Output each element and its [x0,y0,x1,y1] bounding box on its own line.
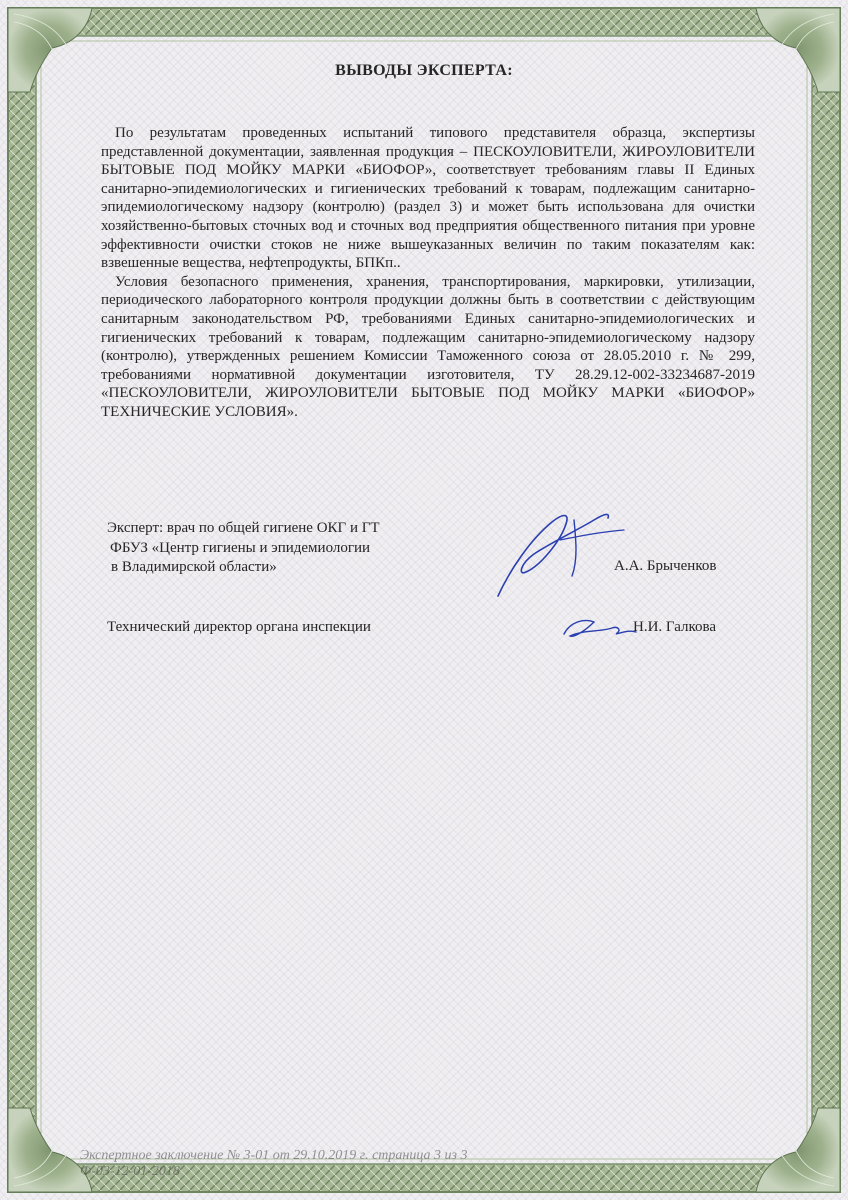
expert-signature-block [107,519,467,578]
expert-signature [490,500,630,600]
director-signature [560,612,640,646]
director-name: Н.И. Галкова [633,619,717,635]
director-title: Технический директор органа инспекции [107,619,371,635]
page-footer [80,1148,467,1180]
expert-organization: ФБУЗ «Центр гигиены и эпидемиологии [110,539,371,556]
footer-reference: Экспертное заключение № 3-01 от 29.10.2019 г. страница 3 из 3 [80,1148,468,1163]
conclusion-paragraph: По результатам проведенных испытаний типового представителя образца, экспертизы представленной документации, заявленная продукция – ПЕСКОУЛОВИТЕЛИ, ЖИРОУЛОВИТЕЛИ БЫТОВЫЕ ПОД МОЙКУ МАРКИ «БИОФОР», соответствует требованиям главы II Единых санитарно-эпидемиологических и гигиенических требований к товарам, подлежащим санитарно-эпидемиологическому надзору (контролю) (раздел 3) и может быть использована для очистки хозяйственно-бытовых сточных вод и сточных вод предприятия общественного питания при уровне эффективности очистки стоков не ниже вышеуказанных величин по таким показателям как: взвешенные вещества, нефтепродукты, БПКп.. [101,125,755,272]
conditions-paragraph: Условия безопасного применения, хранения, транспортирования, маркировки, утилизации, периодического лабораторного контроля продукции должны быть в соответствии с действующим санитарным законодательством РФ, требованиями Единых санитарно-эпидемиологических и гигиенических требований к товарам, подлежащим санитарно-эпидемиологическому надзору (контролю), утвержденных решением Комиссии Таможенного союза от 28.05.2010 г. № 299, требованиями нормативной документации изготовителя, ТУ 28.29.12-002-33234687-2019 «ПЕСКОУЛОВИТЕЛИ, ЖИРОУЛОВИТЕЛИ БЫТОВЫЕ ПОД МОЙКУ МАРКИ «БИОФОР» ТЕХНИЧЕСКИЕ УСЛОВИЯ». [101,273,755,420]
expert-region: в Владимирской области» [111,559,277,575]
expert-position: Эксперт: врач по общей гигиене ОКГ и ГТ [107,520,380,536]
page-heading: ВЫВОДЫ ЭКСПЕРТА: [335,62,513,79]
expert-name: А.А. Брыченков [614,558,717,574]
footer-form-code: Ф-03-12-01-2018 [80,1164,180,1179]
conclusion-text [101,124,755,422]
